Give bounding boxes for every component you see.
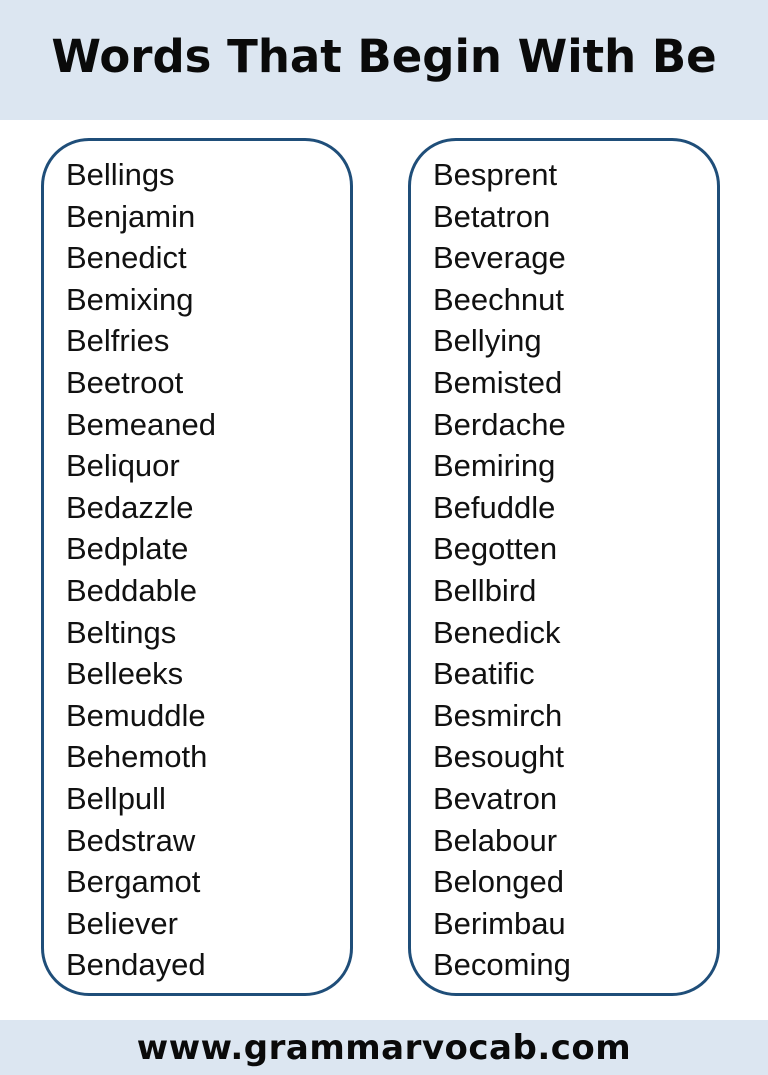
word-item: Betatron <box>433 198 551 234</box>
word-item: Beatific <box>433 656 535 692</box>
word-item: Besought <box>433 739 564 775</box>
word-item: Bevatron <box>433 780 558 816</box>
word-item: Berimbau <box>433 905 566 941</box>
word-item: Besprent <box>433 157 558 192</box>
word-item: Bedazzle <box>66 489 194 525</box>
title-banner <box>0 0 768 120</box>
word-item: Benedict <box>66 240 187 276</box>
word-item: Bedstraw <box>66 822 196 858</box>
left-word-list-box <box>41 138 353 996</box>
left-word-list <box>66 154 216 986</box>
right-word-list <box>433 154 571 986</box>
word-item: Behemoth <box>66 739 208 775</box>
word-item: Bendayed <box>66 947 206 983</box>
word-item: Bellpull <box>66 780 166 816</box>
word-item: Bemuddle <box>66 697 206 733</box>
word-item: Besmirch <box>433 697 563 733</box>
word-item: Befuddle <box>433 489 556 525</box>
word-item: Belfries <box>66 323 170 359</box>
word-item: Beetroot <box>66 364 184 400</box>
word-item: Beliquor <box>66 448 180 484</box>
word-item: Beechnut <box>433 281 564 317</box>
word-item: Beverage <box>433 240 566 276</box>
word-item: Berdache <box>433 406 566 442</box>
word-item: Bergamot <box>66 864 201 900</box>
word-item: Belabour <box>433 822 558 858</box>
word-item: Belleeks <box>66 656 184 692</box>
word-item: Bedplate <box>66 531 189 567</box>
footer-banner <box>0 1020 768 1075</box>
word-item: Beddable <box>66 572 198 608</box>
word-item: Beltings <box>66 614 177 650</box>
word-item: Believer <box>66 905 178 941</box>
right-word-list-box <box>408 138 720 996</box>
word-item: Becoming <box>433 947 571 983</box>
page-title: Words That Begin With Be <box>51 29 717 83</box>
word-item: Bellings <box>66 157 175 192</box>
word-item: Bemisted <box>433 364 563 400</box>
word-item: Bellying <box>433 323 542 359</box>
word-item: Bemixing <box>66 281 194 317</box>
word-item: Bemiring <box>433 448 556 484</box>
word-item: Benedick <box>433 614 561 650</box>
word-item: Begotten <box>433 531 558 567</box>
word-item: Benjamin <box>66 198 196 234</box>
word-item: Belonged <box>433 864 565 900</box>
word-item: Bellbird <box>433 572 537 608</box>
website-url: www.grammarvocab.com <box>136 1027 632 1068</box>
word-item: Bemeaned <box>66 406 216 442</box>
